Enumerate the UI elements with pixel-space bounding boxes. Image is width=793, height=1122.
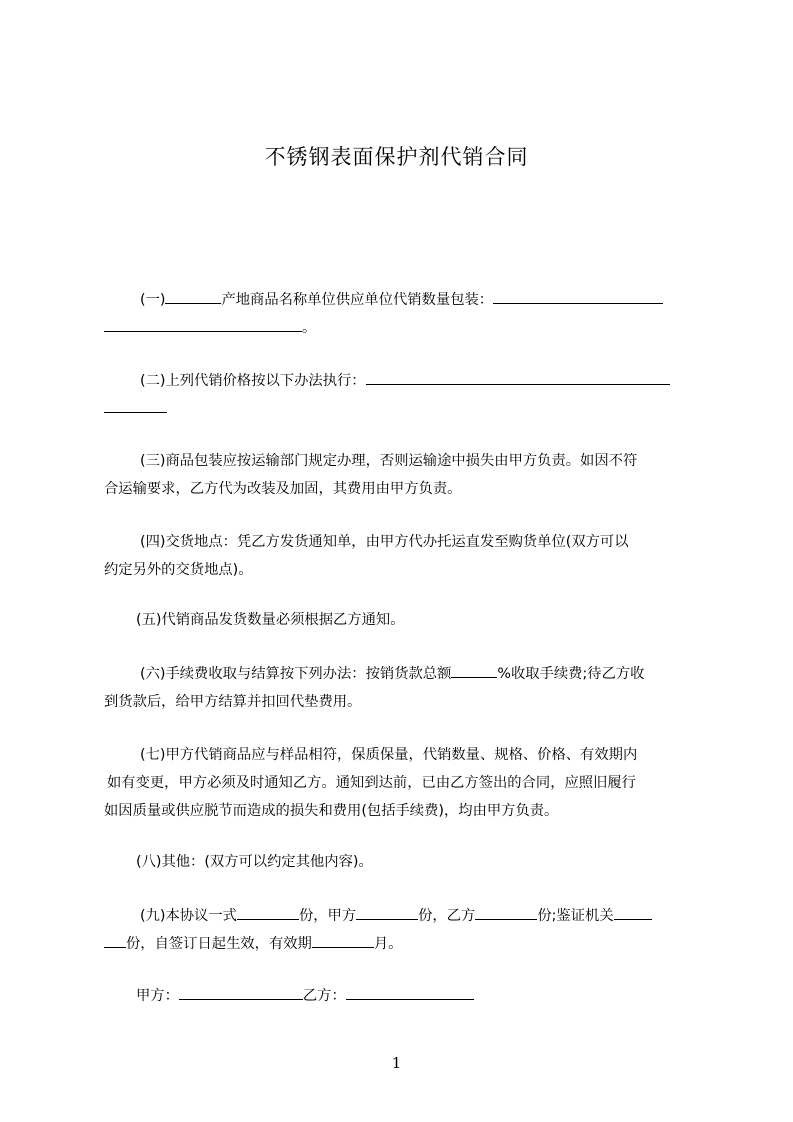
- clause-6-line-2: 到货款后，给甲方结算并扣回代垫费用。: [104, 694, 362, 710]
- clause-2-text: (二)上列代销价格按以下办法执行：: [140, 373, 366, 389]
- clause-9-text-a: (九)本协议一式: [140, 908, 237, 924]
- clause-3: [104, 447, 704, 503]
- clause-6: [104, 660, 704, 716]
- clause-5-text: (五)代销商品发货数量必须根据乙方通知。: [136, 612, 405, 628]
- clause-1: [104, 286, 704, 342]
- clause-6-text-b: %收取手续费;待乙方收: [497, 666, 645, 682]
- clause-9-text-d: 份;鉴证机关: [537, 908, 614, 924]
- blank-field: [451, 663, 497, 678]
- clause-9-text-b: 份，甲方: [298, 908, 357, 924]
- blank-field: [165, 289, 221, 304]
- blank-field: [356, 905, 418, 920]
- blank-field: [104, 933, 126, 948]
- clause-8: [104, 848, 704, 876]
- clause-4-line-1: (四)交货地点：凭乙方发货通知单，由甲方代办托运直发至购货单位(双方可以: [140, 534, 629, 550]
- clause-6-text-a: (六)手续费收取与结算按下列办法：按销货款总额: [140, 666, 452, 682]
- clause-7-line-2: 如有变更，甲方必须及时通知乙方。通知到达前，已由乙方签出的合同，应照旧履行: [107, 775, 636, 791]
- party-a-signature-field[interactable]: [179, 985, 303, 1000]
- clause-5: [104, 606, 704, 634]
- clause-2: [104, 367, 704, 423]
- clause-3-line-1: (三)商品包装应按运输部门规定办理，否则运输途中损失由甲方负责。如因不符: [140, 453, 638, 469]
- party-a-label: 甲方：: [136, 988, 179, 1004]
- clause-1-prefix: (一): [140, 292, 166, 308]
- clause-8-text: (八)其他：(双方可以约定其他内容)。: [136, 854, 373, 870]
- party-b-label: 乙方：: [302, 988, 346, 1004]
- blank-field: [237, 905, 299, 920]
- clause-7-line-1: (七)甲方代销商品应与样品相符，保质保量，代销数量、规格、价格、有效期内: [140, 747, 638, 763]
- blank-field: [475, 905, 537, 920]
- clause-9-text-c: 份，乙方: [418, 908, 476, 924]
- blank-field: [104, 398, 167, 413]
- clause-9-text-f: 月。: [373, 936, 403, 952]
- clause-4-line-2: 约定另外的交货地点)。: [104, 562, 253, 578]
- blank-field: [312, 933, 374, 948]
- blank-field: [614, 905, 652, 920]
- clause-9-text-e: 份，自签订日起生效，有效期: [126, 936, 312, 952]
- clause-7-line-3: 如因质量或供应脱节而造成的损失和费用(包括手续费)，均由甲方负责。: [104, 803, 559, 819]
- document-title: 不锈钢表面保护剂代销合同: [264, 145, 529, 169]
- blank-field: [104, 317, 302, 332]
- clause-9: [104, 902, 704, 958]
- blank-field: [493, 289, 663, 304]
- party-b-signature-field[interactable]: [346, 985, 474, 1000]
- signature-line: [104, 982, 704, 1010]
- clause-1-text: 产地商品名称单位供应单位代销数量包装：: [221, 292, 494, 308]
- clause-1-end: 。: [302, 320, 317, 336]
- clause-7: [104, 741, 704, 825]
- blank-field: [366, 370, 670, 385]
- page-number: 1: [391, 1054, 402, 1072]
- clause-4: [104, 528, 704, 584]
- clause-3-line-2: 合运输要求，乙方代为改装及加固，其费用由甲方负责。: [104, 481, 462, 497]
